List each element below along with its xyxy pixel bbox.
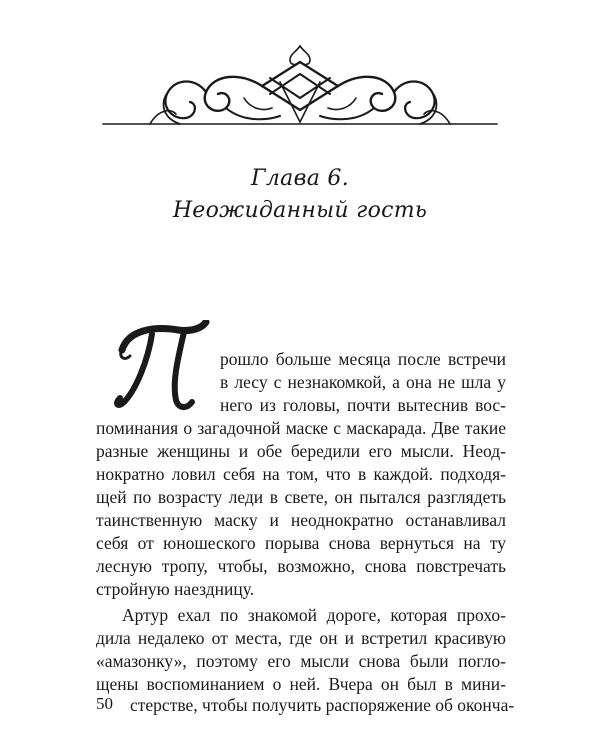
paragraph-2-line-4: щены воспоминанием о ней. Вчера он был в мини- <box>96 674 506 694</box>
chapter-title: Неожиданный гость <box>172 198 428 223</box>
paragraph-1-line-1: рошло больше месяца после встречи <box>220 349 506 369</box>
ornament-divider-icon <box>0 38 600 138</box>
paragraph-1-line-8: таинственную маску и неоднократно останавливал <box>96 510 506 530</box>
paragraph-1-line-11: стройную наездницу. <box>96 579 255 599</box>
paragraph-1-line-2: в лесу с незнакомкой, а она не шла у <box>220 372 506 392</box>
paragraph-2-line-3: «амазонку», поэтому его мысли снова были погло- <box>96 651 506 671</box>
chapter-number: Глава 6. <box>251 166 349 191</box>
paragraph-1-line-10: лесную тропу, чтобы, возможно, снова повстречать <box>96 556 506 576</box>
paragraph-2-line-1: Артур ехал по знакомой дороге, которая прохо- <box>122 605 506 625</box>
paragraph-1-line-4: поминания о загадочной маске с маскарада. Две такие <box>96 418 506 438</box>
paragraph-1-line-6: нократно ловил себя на том, что в каждой. подходя- <box>96 464 506 484</box>
paragraph-1-line-9: себя от юношеского порыва снова вернуться на ту <box>96 533 506 553</box>
paragraph-1-line-5: разные женщины и обе бередили его мысли. Неод- <box>96 441 506 461</box>
drop-cap-icon <box>114 320 210 415</box>
paragraph-2-line-2: дила недалеко от места, где он и встретил красивую <box>96 628 506 648</box>
paragraph-1-line-3: него из головы, почти вытеснив вос- <box>220 395 506 415</box>
page-number: 50 <box>96 694 113 713</box>
paragraph-2-line-5: стерстве, чтобы получить распоряжение об оконча- <box>130 695 515 715</box>
paragraph-1-line-7: щей по возрасту леди в свете, он пытался разглядеть <box>96 487 506 507</box>
